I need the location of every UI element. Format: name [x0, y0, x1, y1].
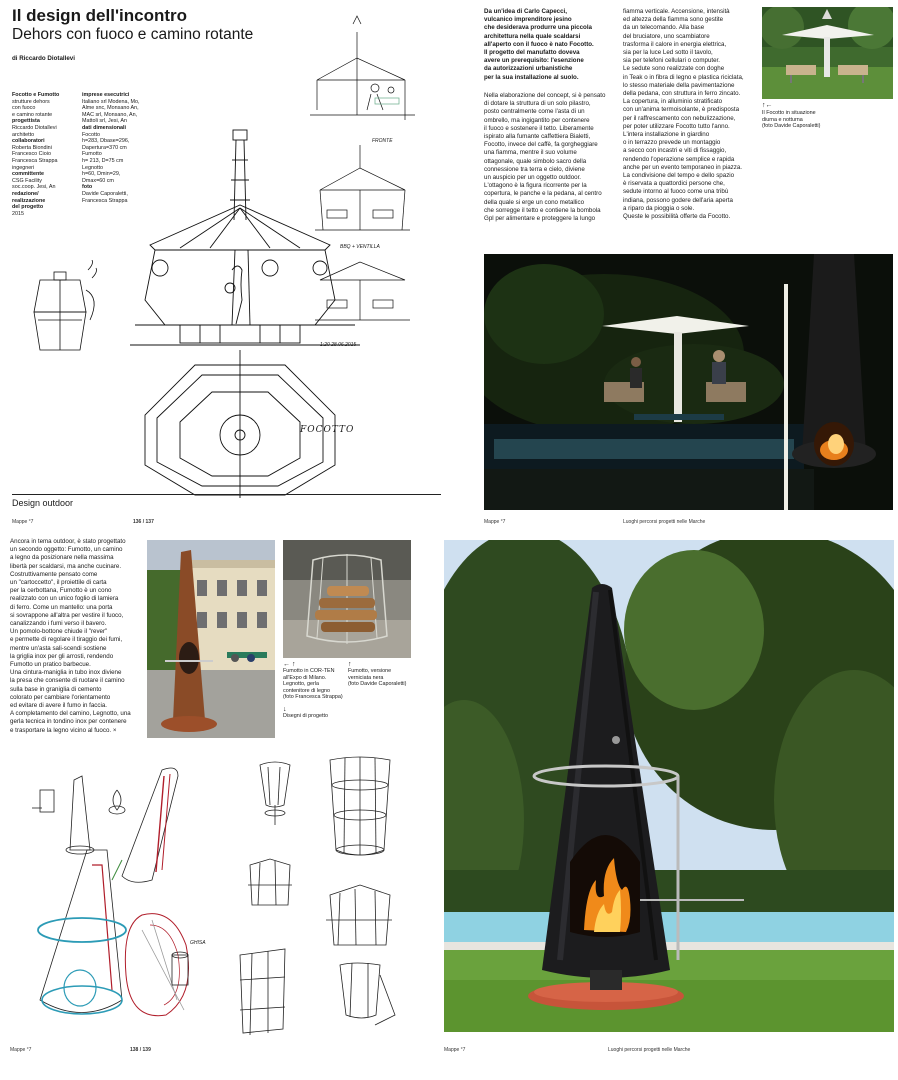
text-line: trasforma il calore in energia elettrica,: [623, 40, 727, 48]
text-line: verniciata nera: [348, 674, 384, 681]
text-line: Il Focotto in situazione: [762, 110, 816, 116]
text-line: Davide Caporaletti,: [82, 190, 128, 197]
text-line: un secondo oggetto: Fumotto, un camino: [10, 546, 123, 554]
text-line: un "cartoccetto", il proiettile di carta: [10, 579, 107, 587]
text-line: con fuoco: [12, 105, 36, 112]
text-line: sedute intorno al fuoco come una tribù: [623, 188, 729, 196]
text-line: h= 213, D=75 cm: [82, 157, 124, 164]
body-column-2: [623, 8, 768, 221]
text-line: si sovrappone all'altra per vestire il fuoco,: [10, 611, 124, 619]
text-line: h=60, Dmin=29,: [82, 171, 121, 178]
text-line: Roberta Biondini: [12, 144, 52, 151]
text-line: foto: [82, 184, 93, 191]
text-line: architettura nella quale scaldarsi: [484, 32, 581, 40]
text-line: di ferro. Come un mantello: una porta: [10, 603, 113, 611]
text-line: contenitore di legno: [283, 687, 331, 694]
text-line: la presa che consente di ruotare il camino: [10, 677, 125, 685]
photo-focotto-night: [484, 254, 893, 510]
sketch-label-scale: 1:20 28.06.2015: [320, 342, 357, 348]
photo-fumotto-garden: [444, 540, 894, 1032]
text-line: Un pomolo-bottone chiude il "rever": [10, 628, 108, 636]
folio-center-2: Luoghi percorsi progetti nelle Marche: [623, 519, 706, 525]
text-line: copertura, le panche e la pedana, al centro: [484, 190, 602, 198]
fumotto-sketches: [12, 750, 212, 1040]
text-line: architetto: [12, 131, 35, 138]
text-line: all'Expo di Milano.: [283, 674, 327, 681]
text-line: (foto Davide Caporaletti): [762, 123, 821, 130]
text-line: L'ottagono è la figura ricorrente per la: [484, 182, 587, 190]
text-line: La condivisione del tempo e dello spazio: [623, 172, 735, 180]
elevation-sketches: [305, 10, 420, 330]
text-line: del progetto: [12, 204, 44, 211]
fumotto-body: [10, 538, 155, 735]
text-line: che desiderava produrre una piccola: [484, 24, 592, 32]
text-line: mentre un'asta sali-scendi sostiene: [10, 644, 107, 652]
text-line: Fumotto, versione: [348, 668, 392, 674]
text-line: vulcanico imprenditore jesino: [484, 16, 572, 24]
text-line: ombrello, ma ingigantito per contenere: [484, 116, 590, 124]
text-line: Focotto, invece del caffè, fa gorgheggiare: [484, 141, 598, 149]
body-column-1: [484, 92, 629, 223]
text-line: e trasportare la legno vicino al fuoco. ×: [10, 726, 117, 734]
text-line: da autorizzazioni urbanistiche: [484, 65, 573, 73]
text-line: sulla base in graniglia di cemento: [10, 685, 102, 693]
text-line: Riccardo Diotallevi: [12, 124, 57, 131]
text-line: ispirato alla fumante caffettiera Bialetti,: [484, 133, 591, 141]
text-line: della pedana, con struttura in ferro zincato.: [623, 90, 741, 98]
text-line: canalizzando i fumi verso il bavero.: [10, 620, 107, 628]
text-line: h=283, Dbase=296,: [82, 138, 130, 145]
article-title: Il design dell'incontro: [12, 6, 187, 25]
caption-focotto: [762, 110, 882, 130]
text-line: redazione/: [12, 190, 39, 197]
text-line: Fumotto in COR-TEN: [283, 668, 335, 674]
text-line: collaboratori: [12, 138, 45, 145]
text-line: Legnotto: [82, 164, 103, 171]
text-line: Costruttivamente pensato come: [10, 570, 98, 578]
text-line: realizzato con un unico foglio di lamiera: [10, 595, 119, 603]
caption-arrow-2: ← ↑: [283, 661, 296, 668]
text-line: rendendo l'operazione semplice e rapida: [623, 155, 735, 163]
intro-paragraph: [484, 8, 624, 82]
folio-left-4: Mappe °7: [444, 1047, 466, 1053]
text-line: Una cintura-maniglia in tubo inox diviene: [10, 669, 122, 677]
text-line: Queste le possibilità offerte da Focotto.: [623, 213, 731, 221]
text-line: (foto Davide Caporaletti): [348, 681, 407, 688]
text-line: colorato per cambiare l'orientamento: [10, 693, 111, 701]
text-line: Focotto e Fumotto: [12, 92, 60, 98]
text-line: ed evitare di avere il fumo in faccia.: [10, 702, 107, 710]
caption-arrow-1: ↑←: [762, 102, 773, 109]
text-line: ingegneri: [12, 164, 35, 171]
text-line: Legnotto, gerla: [283, 681, 319, 688]
legnotto-sketches: [230, 755, 430, 1040]
text-line: (foto Francesca Strappa): [283, 694, 343, 701]
text-line: ottagonale, quale simbolo sacro della: [484, 157, 587, 165]
moka-sketch: [18, 260, 108, 370]
caption-arrow-3: ↑: [348, 661, 352, 668]
text-line: della quale si erge un cono metallico: [484, 198, 585, 206]
text-line: Ancora in tema outdoor, è stato progettato: [10, 538, 126, 545]
text-line: con un'anima termoisolante, è predisposta: [623, 106, 740, 114]
text-line: del bruciatore, uno scambiatore: [623, 32, 710, 40]
text-line: Il progetto del manufatto doveva: [484, 49, 580, 57]
text-line: Dmax=60 cm: [82, 177, 114, 184]
text-line: L'intera installazione in giardino: [623, 131, 710, 139]
text-line: MAC srl, Monsano, An,: [82, 111, 138, 118]
text-line: Fumotto un pratico barbecue.: [10, 661, 91, 669]
text-line: Da un'idea di Carlo Capecci,: [484, 8, 567, 15]
text-line: all'aperto con il fuoco è nato Focotto.: [484, 40, 594, 48]
text-line: imprese esecutrici: [82, 92, 130, 98]
text-line: indiana, possono godere dell'aria aperta: [623, 196, 733, 204]
text-line: da un telecomando. Alla base: [623, 24, 705, 32]
folio-center-4: Luoghi percorsi progetti nelle Marche: [608, 1047, 691, 1053]
photo-focotto-day: [762, 7, 893, 99]
text-line: Fumotto: [82, 151, 102, 158]
sketch-label-fronte: FRONTE: [372, 138, 393, 144]
text-line: a riparo da pioggia o sole.: [623, 204, 695, 212]
text-line: Francesco Cioio: [12, 151, 51, 158]
sketch-label-ghisa: GHISA: [190, 940, 206, 946]
text-line: a legno da posizionare nella massima: [10, 554, 114, 562]
folio-left-3: Mappe °7: [10, 1047, 32, 1053]
text-line: anche per un evento temporaneo in piazza.: [623, 163, 743, 171]
text-line: 2015: [12, 210, 24, 217]
caption-drawings: [283, 713, 353, 720]
text-line: che sorregge il tetto e contiene la bombola: [484, 206, 601, 214]
text-line: diurna e notturna: [762, 116, 803, 123]
text-line: soc.coop. Jesi, An: [12, 184, 56, 191]
text-line: libertà per scaldarsi, ma anche cucinare.: [10, 562, 122, 570]
text-line: un auspicio per un oggetto outdoor.: [484, 174, 582, 182]
text-line: e permette di regolare il tiraggio dei fumi,: [10, 636, 123, 644]
text-line: lo stesso materiale della pavimentazione: [623, 81, 735, 89]
text-line: A completamento del camino, Legnotto, una: [10, 710, 131, 718]
photo-fumotto-corten: [147, 540, 275, 738]
caption-fumotto-black: [348, 668, 414, 688]
text-line: ed altezza della fiamma sono gestite: [623, 16, 724, 24]
text-line: Francesca Strappa: [12, 157, 58, 164]
text-line: Mattoli srl, Jesi, An: [82, 118, 127, 125]
text-line: CSG Facility: [12, 177, 42, 184]
text-line: sia per telefoni cellulari o computer.: [623, 57, 720, 65]
text-line: fiamma verticale. Accensione, intensità: [623, 8, 730, 15]
article-subtitle: Dehors con fuoco e camino rotante: [12, 26, 254, 43]
text-line: una fiamma, mentre il suo volume: [484, 149, 577, 157]
text-line: per il raffrescamento con nebulizzazione,: [623, 114, 736, 122]
sketch-label-focotto: FOCOTTO: [300, 425, 355, 435]
text-line: il fuoco e sostenere il tetto. Liberamente: [484, 124, 594, 132]
text-line: per la sua installazione al suolo.: [484, 73, 579, 81]
text-line: progettista: [12, 118, 40, 125]
text-line: per poter utilizzare Focotto tutto l'anno.: [623, 122, 730, 130]
text-line: connessione tra terra e cielo, diviene: [484, 165, 585, 173]
text-line: o in terrazzo prevede un montaggio: [623, 139, 721, 147]
text-line: posto centralmente come l'asta di un: [484, 108, 585, 116]
page-numbers-1: 136 / 137: [133, 519, 154, 525]
text-line: Gpl per alimentare e proteggere la lungo: [484, 215, 596, 223]
text-line: Nella elaborazione del concept, si è pensato: [484, 92, 606, 99]
text-line: di dotare la struttura di un solo pilastro,: [484, 100, 591, 108]
text-line: realizzazione: [12, 197, 46, 204]
text-line: sia per la luce Led sotto il tavolo,: [623, 49, 713, 57]
text-line: gerla tecnica in tondino inox per contenere: [10, 718, 127, 726]
text-line: strutture dehors: [12, 98, 50, 105]
section-label: Design outdoor: [12, 498, 74, 508]
text-line: a secco con incastri e viti di fissaggio,: [623, 147, 727, 155]
text-line: dati dimensionali: [82, 124, 127, 131]
text-line: La copertura, in alluminio stratificato: [623, 98, 723, 106]
text-line: in Teak o in fibra di legno e plastica riciclata,: [623, 73, 744, 81]
text-line: Alme snc, Monsano An,: [82, 105, 139, 112]
caption-arrow-4: ↓: [283, 706, 287, 713]
text-line: Dapertura=370 cm: [82, 144, 127, 151]
text-line: la griglia inox per gli arrosti, rendendo: [10, 652, 114, 660]
section-rule: [12, 494, 441, 495]
text-line: Le sedute sono realizzate con doghe: [623, 65, 725, 73]
text-line: committente: [12, 171, 45, 178]
text-line: avere un prerequisito: l'esenzione: [484, 57, 584, 65]
folio-left-2: Mappe °7: [484, 519, 506, 525]
photo-legnotto: [283, 540, 411, 658]
sketch-label-bbq: BBQ + VENTILLA: [340, 244, 380, 250]
folio-left-1: Mappe °7: [12, 519, 34, 525]
text-line: e camino rotante: [12, 111, 53, 118]
text-line: è riservata a quattordici persone che,: [623, 180, 725, 188]
caption-fumotto-corten: [283, 668, 343, 701]
text-line: Focotto: [82, 131, 100, 138]
text-line: Francesca Strappa: [82, 197, 128, 204]
text-line: Disegni di progetto: [283, 713, 328, 719]
credits-column-1: [12, 92, 70, 217]
text-line: per la cerbottana, Fumotto è un cono: [10, 587, 112, 595]
page-numbers-3: 138 / 139: [130, 1047, 151, 1053]
byline: di Riccardo Diotallevi: [12, 55, 75, 62]
text-line: Italiano srl Modena, Mo,: [82, 98, 140, 105]
